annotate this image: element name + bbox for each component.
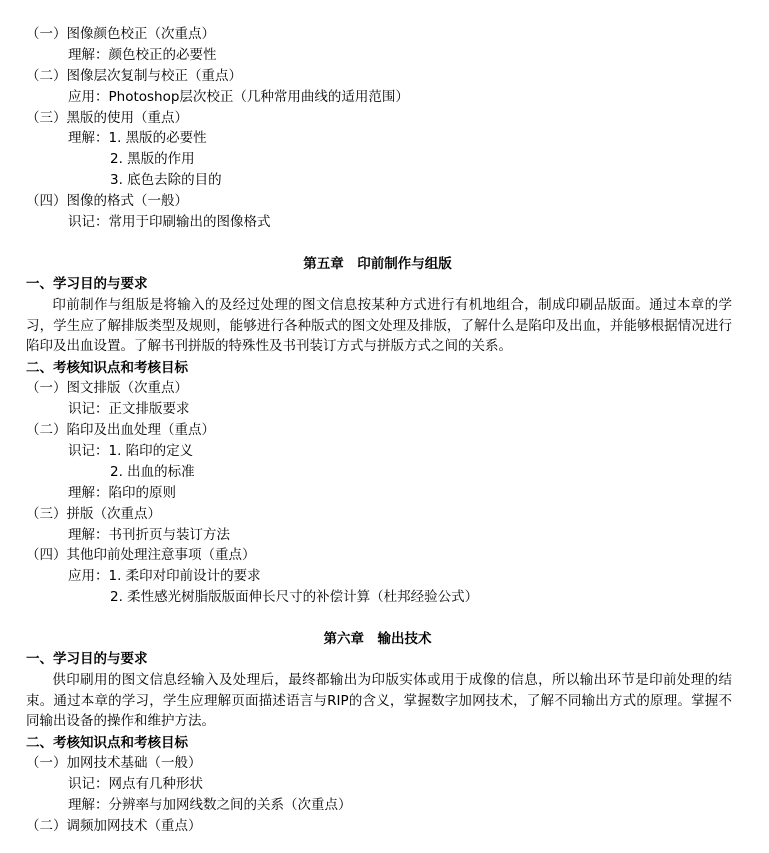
item-text-layout: （一）图文排版（次重点） [26,380,188,396]
item-sub: 理解：分辨率与加网线数之间的关系（次重点） [68,797,352,813]
item-black-plate-use: （三）黑版的使用（重点） [26,110,188,126]
chapter5-paragraph-text: 印前制作与组版是将输入的及经过处理的图文信息按某种方式进行有机地组合，制成印刷品版面。通过本章的学习，学生应了解排版类型及规则，能够进行各种版式的图文处理及排版，了解什么是陷印及出血，并能够根据情况进行陷印及出血设置。了解书刊拼版的特殊性及书刊装订方式与拼版方式之间的关系。 [26,297,732,355]
item-sub: 理解：1. 黑版的必要性 [68,130,207,146]
item-sub: 识记：常用于印刷输出的图像格式 [68,214,271,230]
chapter5-heading-objectives: 一、学习目的与要求 [26,276,148,292]
item-other-prepress: （四）其他印前处理注意事项（重点） [26,547,256,563]
item-sub: 理解：书刊折页与装订方法 [68,527,230,543]
item-sub: 2. 黑版的作用 [110,151,195,167]
item-screening-basics: （一）加网技术基础（一般） [26,755,202,771]
item-sub: 识记：1. 陷印的定义 [68,443,194,459]
item-image-format: （四）图像的格式（一般） [26,193,188,209]
chapter6-heading-assessment: 二、考核知识点和考核目标 [26,735,188,751]
item-sub: 2. 柔性感光树脂版版面伸长尺寸的补偿计算（杜邦经验公式） [110,589,479,605]
item-image-tone-reproduction: （二）图像层次复制与校正（重点） [26,68,242,84]
item-sub: 理解：陷印的原则 [68,485,176,501]
item-imposition: （三）拼版（次重点） [26,506,161,522]
item-sub: 3. 底色去除的目的 [110,172,222,188]
chapter5-heading-assessment: 二、考核知识点和考核目标 [26,360,188,376]
item-fm-screening: （二）调频加网技术（重点） [26,818,202,834]
item-sub: 2. 出血的标准 [110,464,195,480]
chapter6-paragraph-text: 供印刷用的图文信息经输入及处理后，最终都输出为印版实体或用于成像的信息，所以输出环节是印前处理的结束。通过本章的学习，学生应理解页面描述语言与RIP的含义，掌握数字加网技术，了解不同输出方式的原理。掌握不同输出设备的操作和维护方法。 [26,672,732,730]
item-sub: 识记：网点有几种形状 [68,776,203,792]
item-sub: 应用：1. 柔印对印前设计的要求 [68,568,261,584]
chapter5-title: 第五章 印前制作与组版 [303,256,452,272]
chapter6-heading-objectives: 一、学习目的与要求 [26,651,148,667]
chapter5-objectives-paragraph [26,295,732,357]
item-image-color-correction: （一）图像颜色校正（次重点） [26,26,215,42]
item-trapping-bleed: （二）陷印及出血处理（重点） [26,422,215,438]
item-sub: 理解：颜色校正的必要性 [68,47,217,63]
chapter6-title: 第六章 输出技术 [323,631,432,647]
chapter6-objectives-paragraph [26,670,732,732]
item-sub: 应用：Photoshop层次校正（几种常用曲线的适用范围） [68,89,409,105]
item-sub: 识记：正文排版要求 [68,401,190,417]
